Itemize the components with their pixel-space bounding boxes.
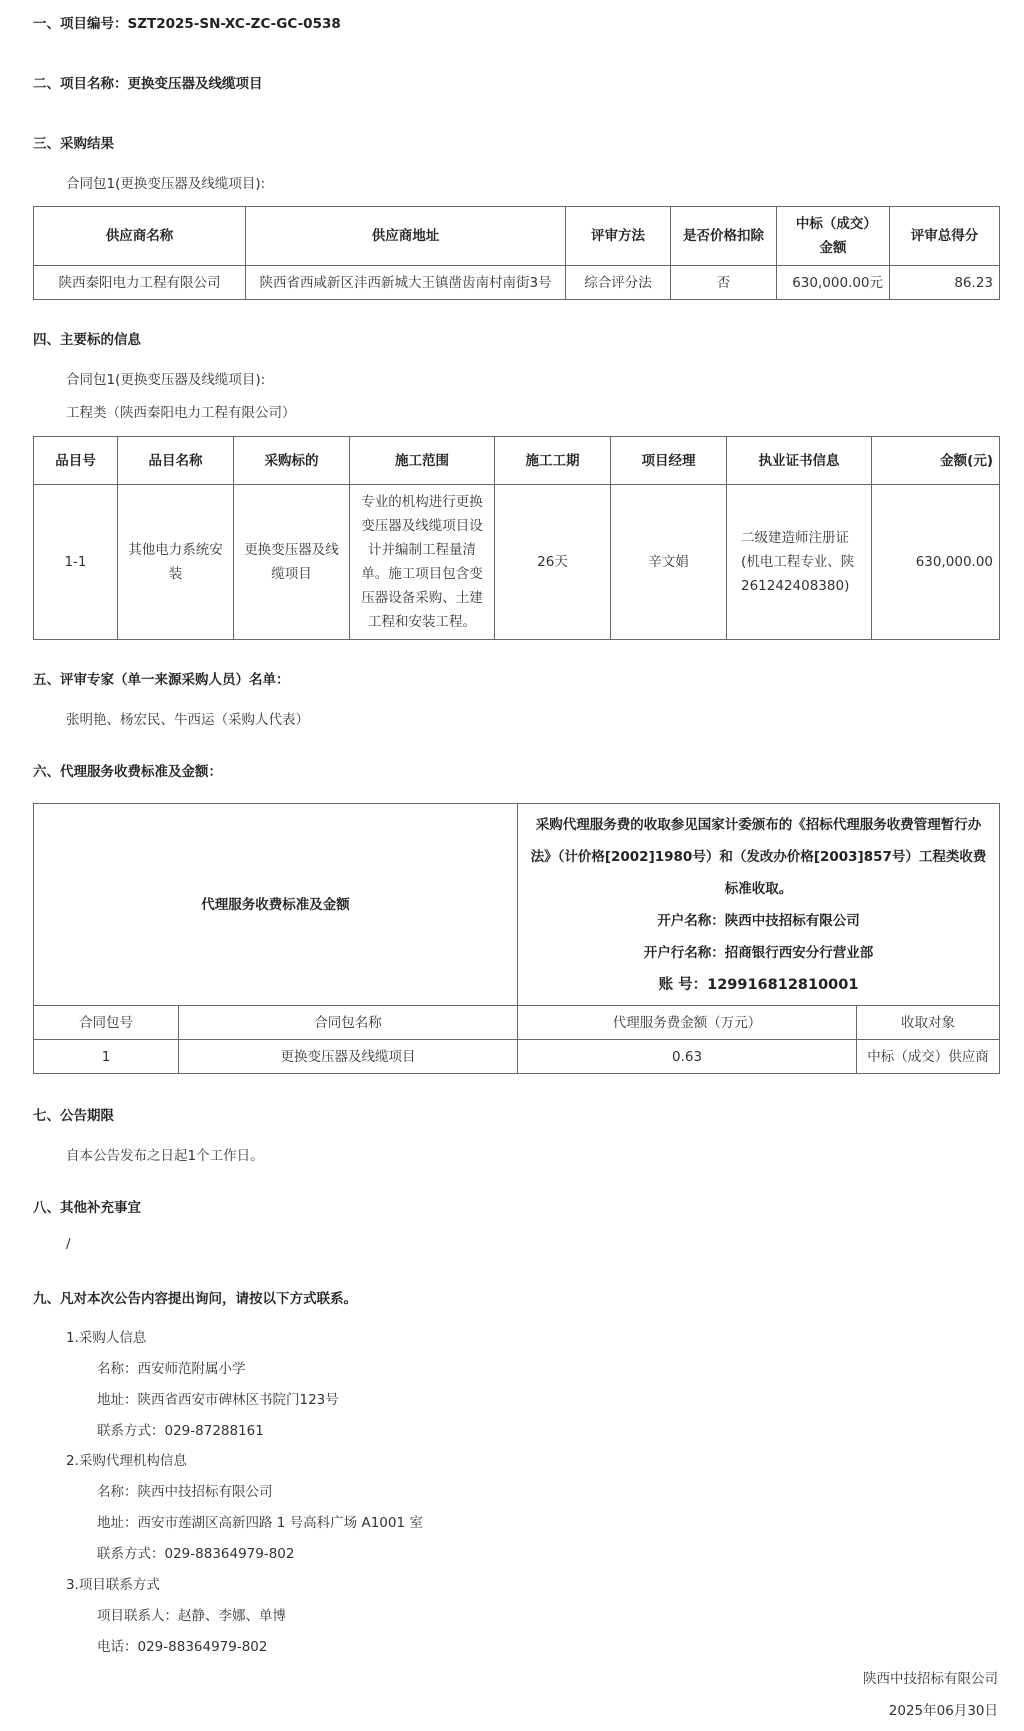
fee-header: 合同包号	[34, 1006, 179, 1040]
result-header: 供应商名称	[34, 207, 246, 266]
purchaser-address: 地址：陕西省西安市碑林区书院门123号	[97, 1392, 339, 1408]
other-matters: /	[66, 1236, 71, 1252]
footer-organization: 陕西中技招标有限公司	[863, 1671, 998, 1687]
agency-name: 名称：陕西中技招标有限公司	[97, 1484, 273, 1500]
subject-header: 施工工期	[495, 437, 611, 485]
item-name: 其他电力系统安装	[118, 485, 234, 640]
announcement-period: 自本公告发布之日起1个工作日。	[66, 1148, 264, 1164]
result-header: 评审总得分	[890, 207, 1000, 266]
result-header-row	[34, 207, 1000, 266]
subject-header: 品目名称	[118, 437, 234, 485]
fee-standard-content	[518, 804, 1000, 1006]
section-result-title: 三、采购结果	[33, 136, 114, 152]
table-row	[34, 1040, 1000, 1074]
result-header: 供应商地址	[246, 207, 566, 266]
section-contact-title: 九、凡对本次公告内容提出询问，请按以下方式联系。	[33, 1291, 357, 1307]
item-number: 1-1	[34, 485, 118, 640]
experts-list: 张明艳、杨宏民、牛西运（采购人代表）	[66, 712, 309, 728]
fee-payer: 中标（成交）供应商	[857, 1040, 1000, 1074]
fee-table	[33, 803, 1000, 1074]
fee-description: 采购代理服务费的收取参见国家计委颁布的《招标代理服务收费管理暂行办法》（计价格[2002]1980号）和（发改办价格[2003]857号）工程类收费标准收取。	[530, 816, 987, 897]
subject-category-label: 工程类（陕西秦阳电力工程有限公司）	[66, 405, 296, 421]
fee-account-name: 开户名称：陕西中技招标有限公司	[657, 912, 860, 929]
project-contact-phone: 电话：029-88364979-802	[97, 1639, 268, 1655]
subject-header: 品目号	[34, 437, 118, 485]
fee-amount: 0.63	[518, 1040, 857, 1074]
supplier-address: 陕西省西咸新区沣西新城大王镇凿齿南村南街3号	[246, 266, 566, 300]
project-manager: 辛文娟	[611, 485, 727, 640]
item-amount: 630,000.00	[872, 485, 1000, 640]
purchaser-name: 名称：西安师范附属小学	[97, 1361, 246, 1377]
agency-phone: 联系方式：029-88364979-802	[97, 1546, 295, 1562]
subject-header: 项目经理	[611, 437, 727, 485]
supplier-name: 陕西秦阳电力工程有限公司	[34, 266, 246, 300]
fee-header: 代理服务费金额（万元）	[518, 1006, 857, 1040]
fee-package-name: 更换变压器及线缆项目	[179, 1040, 518, 1074]
result-table	[33, 206, 1000, 300]
section-experts-title: 五、评审专家（单一来源采购人员）名单：	[33, 672, 290, 688]
project-contact-person: 项目联系人：赵静、李娜、单博	[97, 1608, 286, 1624]
subject-header: 金额(元)	[872, 437, 1000, 485]
certificate-info: 二级建造师注册证(机电工程专业、陕261242408380)	[727, 485, 872, 640]
award-amount: 630,000.00元	[777, 266, 890, 300]
table-row	[34, 485, 1000, 640]
section-other-title: 八、其他补充事宜	[33, 1200, 141, 1216]
fee-header: 合同包名称	[179, 1006, 518, 1040]
review-method: 综合评分法	[566, 266, 671, 300]
result-header: 是否价格扣除	[671, 207, 777, 266]
subject-table	[33, 436, 1000, 640]
purchaser-phone: 联系方式：029-87288161	[97, 1423, 264, 1439]
construction-scope: 专业的机构进行更换变压器及线缆项目设计并编制工程量清单。施工项目包含变压器设备采购、土建工程和安装工程。	[350, 485, 495, 640]
fee-bank-name: 开户行名称：招商银行西安分行营业部	[643, 944, 874, 961]
subject-package-label: 合同包1(更换变压器及线缆项目):	[66, 372, 266, 388]
agency-info-title: 2.采购代理机构信息	[66, 1453, 187, 1469]
section-period-title: 七、公告期限	[33, 1108, 114, 1124]
purchaser-info-title: 1.采购人信息	[66, 1330, 147, 1346]
project-name: 二、项目名称：更换变压器及线缆项目	[33, 76, 263, 92]
review-score: 86.23	[890, 266, 1000, 300]
fee-standard-label: 代理服务收费标准及金额	[34, 804, 518, 1006]
footer-date: 2025年06月30日	[888, 1703, 998, 1719]
agency-address: 地址：西安市莲湖区高新四路 1 号高科广场 A1001 室	[97, 1515, 423, 1531]
result-package-label: 合同包1(更换变压器及线缆项目):	[66, 176, 266, 192]
price-deduction: 否	[671, 266, 777, 300]
subject-header: 施工范围	[350, 437, 495, 485]
purchase-subject: 更换变压器及线缆项目	[234, 485, 350, 640]
fee-account-number: 账 号：129916812810001	[658, 976, 859, 993]
fee-header-row	[34, 1006, 1000, 1040]
project-contact-title: 3.项目联系方式	[66, 1577, 160, 1593]
table-row	[34, 266, 1000, 300]
section-fee-title: 六、代理服务收费标准及金额：	[33, 764, 222, 780]
project-number: 一、项目编号：SZT2025-SN-XC-ZC-GC-0538	[33, 16, 341, 32]
subject-header: 采购标的	[234, 437, 350, 485]
construction-period: 26天	[495, 485, 611, 640]
result-header: 评审方法	[566, 207, 671, 266]
fee-header: 收取对象	[857, 1006, 1000, 1040]
subject-header: 执业证书信息	[727, 437, 872, 485]
result-header: 中标（成交）金额	[777, 207, 890, 266]
subject-header-row	[34, 437, 1000, 485]
section-subject-title: 四、主要标的信息	[33, 332, 141, 348]
fee-package-number: 1	[34, 1040, 179, 1074]
fee-standard-row	[34, 804, 1000, 1006]
